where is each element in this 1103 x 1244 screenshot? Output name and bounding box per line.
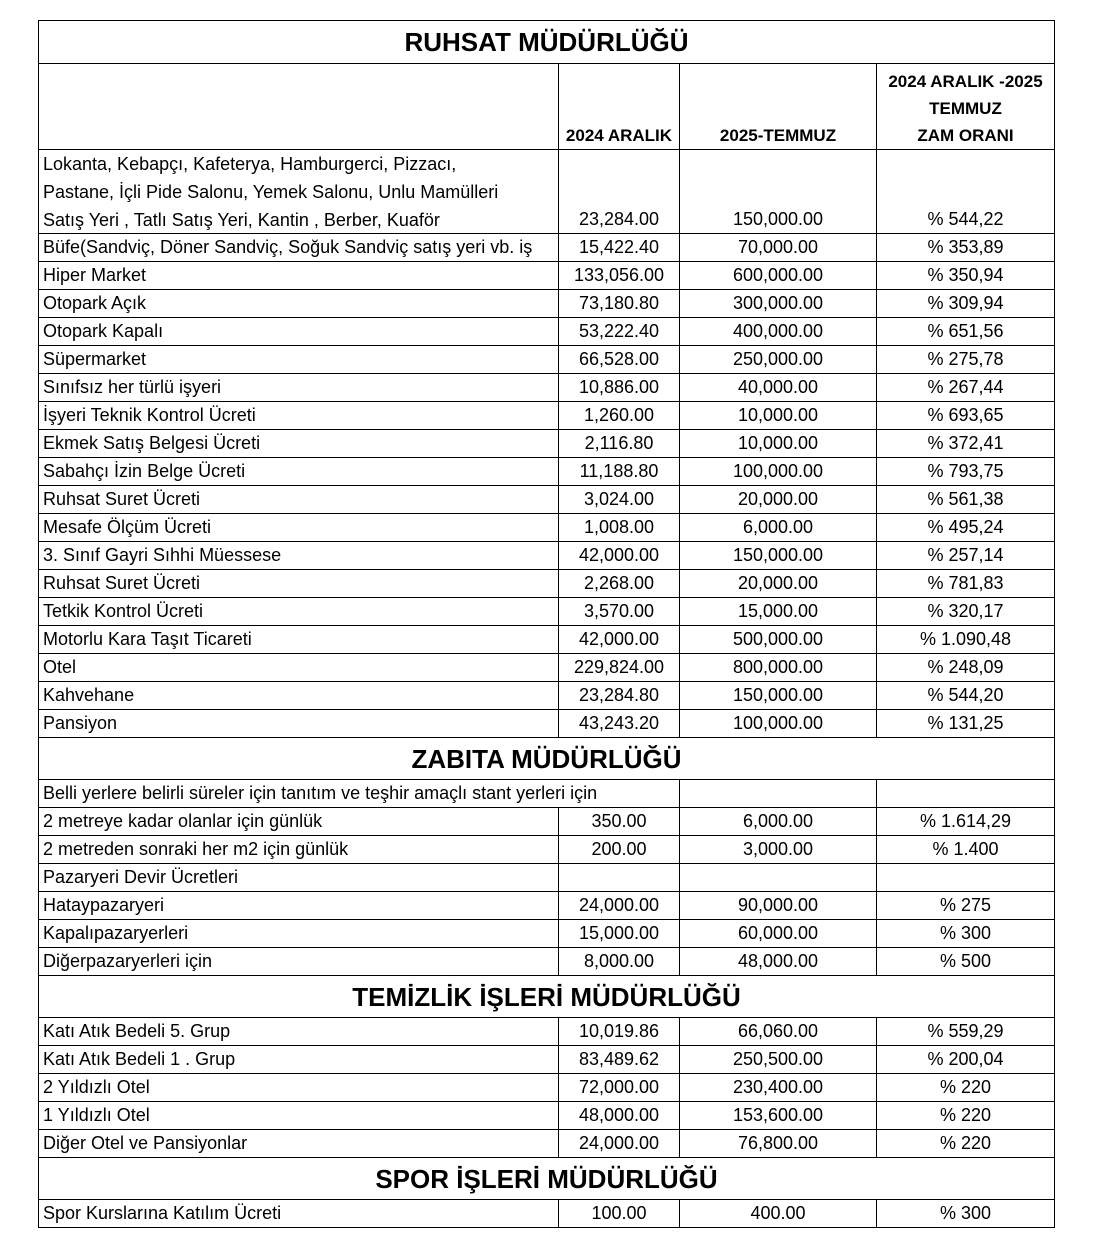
value-2025: 100,000.00 — [680, 458, 877, 485]
table-row — [39, 1046, 1055, 1074]
section-row — [39, 1158, 1055, 1200]
increase-rate — [877, 780, 1055, 807]
ruhsat-section — [39, 234, 1055, 738]
table-row — [39, 780, 1055, 808]
row-label-line: Lokanta, Kebapçı, Kafeterya, Hamburgerci, Pizzacı, — [43, 154, 457, 174]
table-row — [39, 1102, 1055, 1130]
row-label: 1 Yıldızlı Otel — [39, 1102, 559, 1129]
value-2025: 6,000.00 — [680, 514, 877, 541]
value-2025: 300,000.00 — [680, 290, 877, 317]
value-2024: 11,188.80 — [559, 458, 680, 485]
row-label-line: Satış Yeri , Tatlı Satış Yeri, Kantin , Berber, Kuaför — [43, 210, 440, 230]
increase-rate: % 1.090,48 — [877, 626, 1055, 653]
increase-rate: % 220 — [877, 1130, 1055, 1157]
row-label: Otel — [39, 654, 559, 681]
value-2024: 10,019.86 — [559, 1018, 680, 1045]
increase-rate: % 1.400 — [877, 836, 1055, 863]
table-row — [39, 262, 1055, 290]
spor-section — [39, 1200, 1055, 1228]
value-2025: 400.00 — [680, 1200, 877, 1227]
row-label: Büfe(Sandviç, Döner Sandviç, Soğuk Sandviç satış yeri vb. iş — [39, 234, 559, 261]
table-row — [39, 458, 1055, 486]
header-row — [39, 64, 1055, 150]
table-row — [39, 346, 1055, 374]
table-row — [39, 598, 1055, 626]
increase-rate: % 320,17 — [877, 598, 1055, 625]
row-label: Mesafe Ölçüm Ücreti — [39, 514, 559, 541]
increase-rate: % 1.614,29 — [877, 808, 1055, 835]
value-2025: 60,000.00 — [680, 920, 877, 947]
increase-rate: % 693,65 — [877, 402, 1055, 429]
row-label: Hiper Market — [39, 262, 559, 289]
value-2025: 153,600.00 — [680, 1102, 877, 1129]
row-label: Spor Kurslarına Katılım Ücreti — [39, 1200, 559, 1227]
table-row — [39, 682, 1055, 710]
value-2025 — [680, 780, 877, 807]
table-row — [39, 150, 1055, 234]
increase-rate: % 267,44 — [877, 374, 1055, 401]
value-2025: 400,000.00 — [680, 318, 877, 345]
increase-rate: % 372,41 — [877, 430, 1055, 457]
row-label: Ruhsat Suret Ücreti — [39, 486, 559, 513]
table-row — [39, 318, 1055, 346]
value-2025 — [680, 864, 877, 891]
value-2024: 8,000.00 — [559, 948, 680, 975]
table-row — [39, 1018, 1055, 1046]
table-row — [39, 654, 1055, 682]
value-2024: 1,260.00 — [559, 402, 680, 429]
row-label: 3. Sınıf Gayri Sıhhi Müessese — [39, 542, 559, 569]
temizlik-section — [39, 1018, 1055, 1158]
value-2025: 20,000.00 — [680, 570, 877, 597]
value-2024: 83,489.62 — [559, 1046, 680, 1073]
table-row — [39, 836, 1055, 864]
value-2025: 10,000.00 — [680, 430, 877, 457]
table-row — [39, 626, 1055, 654]
value-2025: 230,400.00 — [680, 1074, 877, 1101]
row-label: Hataypazaryeri — [39, 892, 559, 919]
value-2024: 100.00 — [559, 1200, 680, 1227]
value-2025: 150,000.00 — [680, 542, 877, 569]
row-label: Otopark Kapalı — [39, 318, 559, 345]
value-2025: 48,000.00 — [680, 948, 877, 975]
value-2024: 53,222.40 — [559, 318, 680, 345]
table-row — [39, 808, 1055, 836]
section-title-zabita: ZABITA MÜDÜRLÜĞÜ — [39, 738, 1055, 779]
value-2024: 73,180.80 — [559, 290, 680, 317]
increase-rate: % 257,14 — [877, 542, 1055, 569]
table-row — [39, 374, 1055, 402]
row-label: Ruhsat Suret Ücreti — [39, 570, 559, 597]
value-2024: 72,000.00 — [559, 1074, 680, 1101]
header-rate — [877, 64, 1055, 149]
row-label: Tetkik Kontrol Ücreti — [39, 598, 559, 625]
row-label: 2 metreden sonraki her m2 için günlük — [39, 836, 559, 863]
section-row — [39, 738, 1055, 780]
row-label: Pansiyon — [39, 710, 559, 737]
row-label: 2 Yıldızlı Otel — [39, 1074, 559, 1101]
value-2025: 6,000.00 — [680, 808, 877, 835]
value-2025: 3,000.00 — [680, 836, 877, 863]
value-2024: 42,000.00 — [559, 542, 680, 569]
table-row — [39, 1200, 1055, 1228]
increase-rate: % 781,83 — [877, 570, 1055, 597]
table-row — [39, 290, 1055, 318]
value-2024: 42,000.00 — [559, 626, 680, 653]
value-2024: 23,284.80 — [559, 682, 680, 709]
value-2024: 3,570.00 — [559, 598, 680, 625]
increase-rate: % 131,25 — [877, 710, 1055, 737]
table-row — [39, 430, 1055, 458]
increase-rate: % 353,89 — [877, 234, 1055, 261]
value-2024: 24,000.00 — [559, 892, 680, 919]
row-label: İşyeri Teknik Kontrol Ücreti — [39, 402, 559, 429]
value-2025: 15,000.00 — [680, 598, 877, 625]
value-2024: 3,024.00 — [559, 486, 680, 513]
section-title-temizlik: TEMİZLİK İŞLERİ MÜDÜRLÜĞÜ — [39, 976, 1055, 1017]
table-row — [39, 1130, 1055, 1158]
increase-rate — [877, 864, 1055, 891]
row-label — [39, 150, 559, 233]
table-row — [39, 570, 1055, 598]
table-row — [39, 948, 1055, 976]
section-title-spor: SPOR İŞLERİ MÜDÜRLÜĞÜ — [39, 1158, 1055, 1199]
value-2025: 100,000.00 — [680, 710, 877, 737]
increase-rate: % 275,78 — [877, 346, 1055, 373]
row-label: Diğerpazaryerleri için — [39, 948, 559, 975]
increase-rate: % 559,29 — [877, 1018, 1055, 1045]
increase-rate: % 300 — [877, 1200, 1055, 1227]
value-2025: 800,000.00 — [680, 654, 877, 681]
increase-rate: % 561,38 — [877, 486, 1055, 513]
value-2025: 70,000.00 — [680, 234, 877, 261]
row-label: Kapalıpazaryerleri — [39, 920, 559, 947]
header-rate-line1: 2024 ARALIK -2025 — [888, 72, 1043, 91]
value-2025: 66,060.00 — [680, 1018, 877, 1045]
value-2024: 2,116.80 — [559, 430, 680, 457]
table-row — [39, 514, 1055, 542]
value-2024: 200.00 — [559, 836, 680, 863]
value-2024: 43,243.20 — [559, 710, 680, 737]
row-label: Katı Atık Bedeli 5. Grup — [39, 1018, 559, 1045]
row-label: Katı Atık Bedeli 1 . Grup — [39, 1046, 559, 1073]
value-2025: 600,000.00 — [680, 262, 877, 289]
row-label-line: Pastane, İçli Pide Salonu, Yemek Salonu, Unlu Mamülleri — [43, 182, 499, 202]
value-2025: 250,000.00 — [680, 346, 877, 373]
header-label-cell — [39, 64, 559, 149]
row-label: Pazaryeri Devir Ücretleri — [39, 864, 559, 891]
row-label: Kahvehane — [39, 682, 559, 709]
value-2024: 23,284.00 — [559, 150, 680, 233]
value-2024: 350.00 — [559, 808, 680, 835]
row-label: Diğer Otel ve Pansiyonlar — [39, 1130, 559, 1157]
row-label: Sabahçı İzin Belge Ücreti — [39, 458, 559, 485]
increase-rate: % 495,24 — [877, 514, 1055, 541]
increase-rate: % 309,94 — [877, 290, 1055, 317]
value-2025: 10,000.00 — [680, 402, 877, 429]
increase-rate: % 544,22 — [877, 150, 1055, 233]
table-row — [39, 710, 1055, 738]
value-2024: 229,824.00 — [559, 654, 680, 681]
header-2024: 2024 ARALIK — [559, 64, 680, 149]
page-title: RUHSAT MÜDÜRLÜĞÜ — [39, 21, 1055, 63]
table-row — [39, 1074, 1055, 1102]
row-label: Motorlu Kara Taşıt Ticareti — [39, 626, 559, 653]
zabita-section — [39, 780, 1055, 976]
row-label: Ekmek Satış Belgesi Ücreti — [39, 430, 559, 457]
value-2024: 15,422.40 — [559, 234, 680, 261]
header-rate-line2: TEMMUZ — [929, 99, 1002, 118]
increase-rate: % 275 — [877, 892, 1055, 919]
row-label: Süpermarket — [39, 346, 559, 373]
title-row — [39, 21, 1055, 64]
value-2024: 48,000.00 — [559, 1102, 680, 1129]
value-2025: 76,800.00 — [680, 1130, 877, 1157]
row-label: Belli yerlere belirli süreler için tanıtım ve teşhir amaçlı stant yerleri için — [43, 783, 598, 803]
table-row — [39, 234, 1055, 262]
increase-rate: % 651,56 — [877, 318, 1055, 345]
increase-rate: % 200,04 — [877, 1046, 1055, 1073]
value-2025: 20,000.00 — [680, 486, 877, 513]
table-row — [39, 864, 1055, 892]
increase-rate: % 300 — [877, 920, 1055, 947]
table-row — [39, 486, 1055, 514]
row-label: Otopark Açık — [39, 290, 559, 317]
row-label: Sınıfsız her türlü işyeri — [39, 374, 559, 401]
header-2025: 2025-TEMMUZ — [680, 64, 877, 149]
value-2024: 1,008.00 — [559, 514, 680, 541]
value-2024: 2,268.00 — [559, 570, 680, 597]
increase-rate: % 350,94 — [877, 262, 1055, 289]
increase-rate: % 500 — [877, 948, 1055, 975]
value-2025: 40,000.00 — [680, 374, 877, 401]
value-2024: 24,000.00 — [559, 1130, 680, 1157]
increase-rate: % 248,09 — [877, 654, 1055, 681]
value-2025: 150,000.00 — [680, 682, 877, 709]
value-2025: 500,000.00 — [680, 626, 877, 653]
value-2024 — [559, 864, 680, 891]
section-row — [39, 976, 1055, 1018]
increase-rate: % 220 — [877, 1074, 1055, 1101]
increase-rate: % 793,75 — [877, 458, 1055, 485]
value-2024: 66,528.00 — [559, 346, 680, 373]
table-row — [39, 402, 1055, 430]
value-2024: 15,000.00 — [559, 920, 680, 947]
value-2024: 10,886.00 — [559, 374, 680, 401]
header-rate-line3: ZAM ORANI — [917, 126, 1014, 145]
value-2025: 250,500.00 — [680, 1046, 877, 1073]
table-row — [39, 920, 1055, 948]
table-row — [39, 892, 1055, 920]
value-2024: 133,056.00 — [559, 262, 680, 289]
value-2025: 150,000.00 — [680, 150, 877, 233]
value-2025: 90,000.00 — [680, 892, 877, 919]
row-label: 2 metreye kadar olanlar için günlük — [39, 808, 559, 835]
increase-rate: % 220 — [877, 1102, 1055, 1129]
fee-table — [38, 20, 1055, 1228]
increase-rate: % 544,20 — [877, 682, 1055, 709]
table-row — [39, 542, 1055, 570]
